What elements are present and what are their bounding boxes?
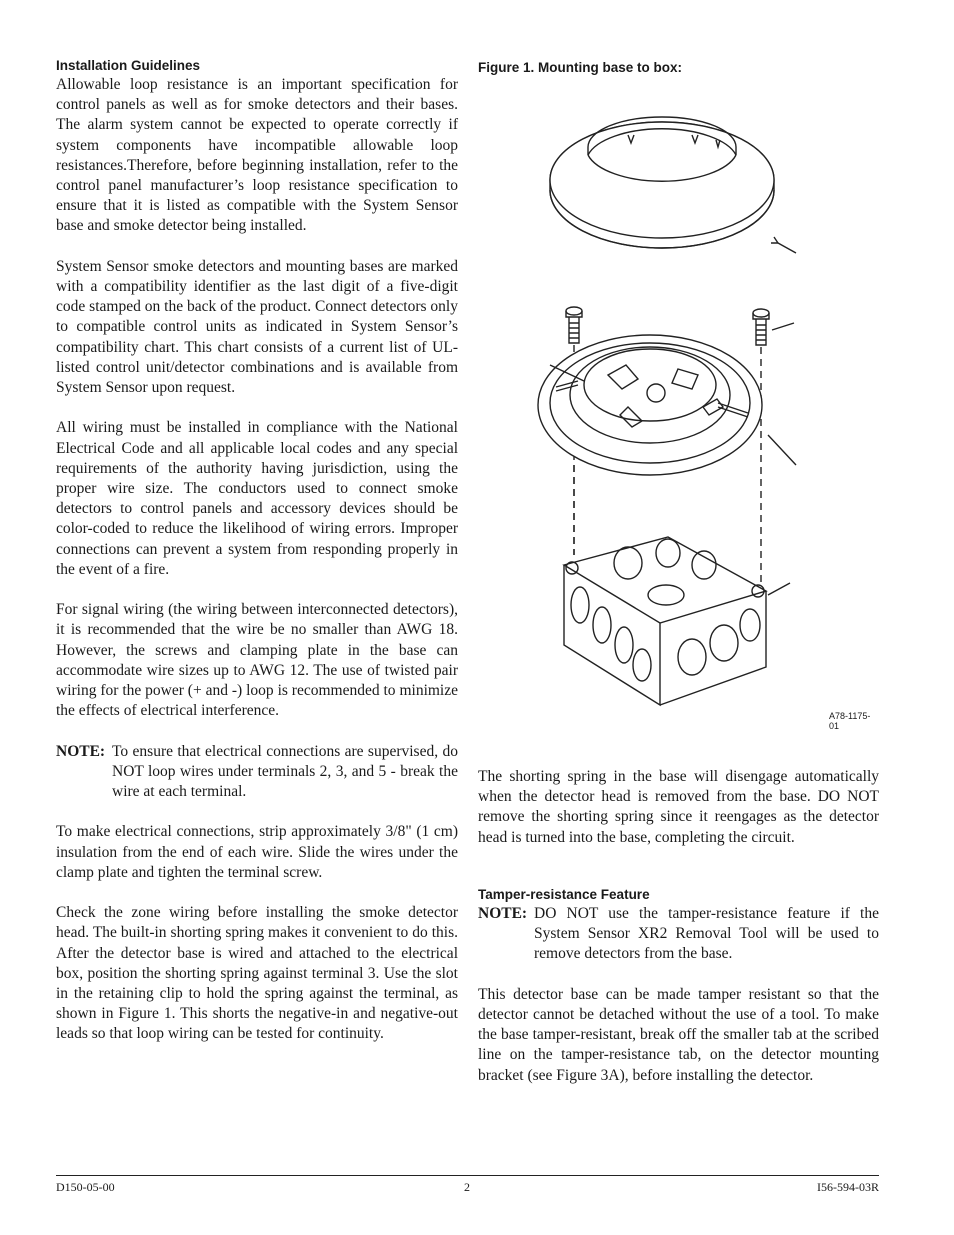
tamper-note-label: NOTE:: [478, 905, 528, 922]
right-column: [478, 59, 879, 1086]
loop-resistance-paragraph: Allowable loop resistance is an important specification for control panels as well as for smoke detectors and their bases. The alarm system cannot be expected to operate correctly if system components have incompatible allowable loop resistances.Therefore, before beginning installation, refer to the control panel manufacturer’s loop resistance specification to ensure that it is listed as compatible with the System Sensor base and smoke detector being installed.: [56, 76, 458, 235]
zone-wiring-paragraph: Check the zone wiring before installing the smoke detector head. The built-in shorting spring makes it convenient to do this. After the detector base is wired and attached to the electrical box, position the shorting spring against terminal 3. Use the slot in the retaining clip to hold the spring against the terminal, as shown in Figure 1. This shorts the negative-in and negative-out leads so that loop wiring can be tested for continuity.: [56, 904, 458, 1043]
screw-right: [753, 309, 794, 583]
footer-page-number: 2: [464, 1180, 470, 1194]
note-label: NOTE:: [56, 742, 106, 760]
figure-1-title: Figure 1. Mounting base to box:: [478, 60, 682, 75]
footer-doc-code: D150-05-00: [56, 1180, 115, 1194]
footer-rule: [56, 1175, 879, 1176]
tamper-paragraph: This detector base can be made tamper resistant so that the detector cannot be detached without the use of a tool. To make the base tamper-resistant, break off the smaller tab at the scribed line on the tamper-resistance tab, on the detector mounting bracket (see Figure 3A), before installing the detector.: [478, 985, 879, 1084]
tamper-note: [478, 904, 879, 965]
supervision-note: [56, 742, 458, 803]
strip-wire-paragraph: To make electrical connections, strip approximately 3/8" (1 cm) insulation from the end of each wire. Slide the wires under the clamp plate and tighten the terminal screw.: [56, 823, 458, 881]
figure-id: A78-1175-01: [829, 711, 871, 731]
wiring-code-paragraph: All wiring must be installed in compliance with the National Electrical Code and all applicable local codes and any special requirements of the authority having jurisdiction, using the proper wire size. The conductors used to connect smoke detectors to control panels and accessory devices should be color-coded to reduce the likelihood of wiring errors. Improper connections can prevent a system from responding properly in the event of a fire.: [56, 419, 458, 578]
shorting-spring-paragraph: The shorting spring in the base will disengage automatically when the detector head is removed from the base. DO NOT remove the shorting spring since it reengages as the detector head is turned into the base, completing the circuit.: [478, 768, 879, 846]
left-column: [56, 57, 458, 1045]
installation-guidelines-heading: Installation Guidelines: [56, 58, 201, 73]
footer-form-number: I56-594-03R: [817, 1180, 879, 1194]
tamper-note-text: DO NOT use the tamper-resistance feature if the System Sensor XR2 Removal Tool will be used to remove detectors from the base.: [534, 905, 879, 963]
mounting-base-diagram: [478, 85, 879, 725]
tamper-resistance-heading: Tamper-resistance Feature: [478, 887, 650, 902]
signal-wiring-paragraph: For signal wiring (the wiring between interconnected detectors), it is recommended that the wire be no smaller than AWG 18. However, the screws and clamping plate in the base can accommodate wire sizes up to AWG 12. The use of twisted pair wiring for the power (+ and -) loop is recommended to minimize the effects of electrical interference.: [56, 601, 458, 720]
mounting-base: [538, 335, 796, 475]
note-text: To ensure that electrical connections are supervised, do NOT loop wires under terminals 2, 3, and 5 - break the wire at each terminal.: [112, 742, 458, 801]
mounting-base-figure: [478, 85, 879, 731]
compatibility-paragraph: System Sensor smoke detectors and mounting bases are marked with a compatibility identifier as the last digit of a five-digit code stamped on the back of the product. Connect detectors only to compatible control units as indicated in System Sensor’s compatibility chart. This chart consists of a current list of UL-listed control unit/detector combinations and is available from System Sensor upon request.: [56, 257, 458, 397]
electrical-box: [564, 537, 790, 705]
decorative-ring: [550, 117, 796, 253]
